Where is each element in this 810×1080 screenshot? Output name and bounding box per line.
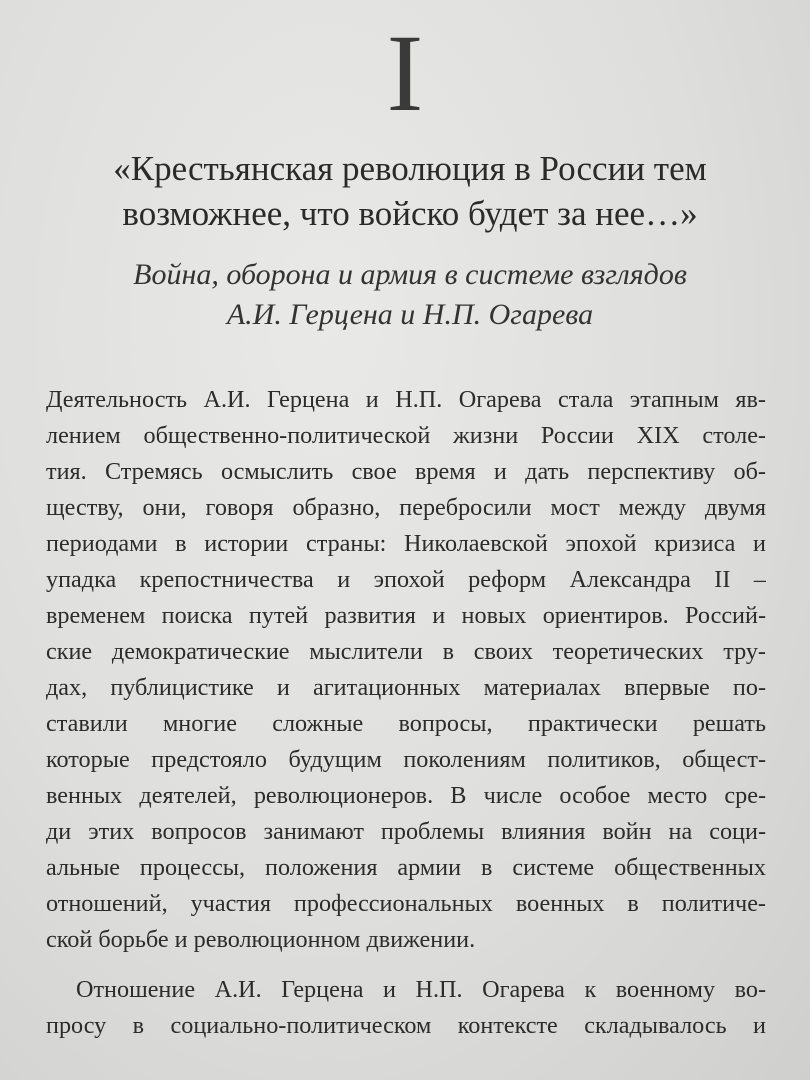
text-line: периодами в истории страны: Николаевской эпохой кризиса и	[46, 530, 766, 557]
text-line: отношений, участия профессиональных военных в политиче-	[46, 890, 766, 917]
paragraph-gap	[46, 958, 766, 972]
text-line: ди этих вопросов занимают проблемы влияния войн на соци-	[46, 818, 766, 845]
chapter-subtitle	[40, 255, 780, 335]
text-line: альные процессы, положения армии в системе общественных	[46, 854, 766, 881]
text-line: временем поиска путей развития и новых ориентиров. Россий-	[46, 602, 766, 629]
text-line: Деятельность А.И. Герцена и Н.П. Огарева стала этапным яв-	[46, 386, 766, 413]
chapter-number: I	[386, 12, 424, 134]
chapter-subtitle-line: А.И. Герцена и Н.П. Огарева	[226, 298, 594, 331]
chapter-title-line: «Крестьянская революция в России тем	[113, 149, 707, 188]
text-line: упадка крепостничества и эпохой реформ Александра II –	[46, 566, 766, 593]
body-text	[46, 382, 766, 1044]
chapter-title-line: возможнее, что войско будет за нее…»	[122, 194, 698, 233]
chapter-title	[40, 146, 780, 236]
text-line: Отношение А.И. Герцена и Н.П. Огарева к военному во-	[76, 976, 766, 1003]
text-line: дах, публицистике и агитационных материалах впервые по-	[46, 674, 766, 701]
text-line: ставили многие сложные вопросы, практически решать	[46, 710, 766, 737]
text-line: ской борьбе и революционном движении.	[46, 926, 476, 953]
text-line: которые предстояло будущим поколениям политиков, общест-	[46, 746, 766, 773]
text-line: ществу, они, говоря образно, перебросили мост между двумя	[46, 494, 766, 521]
text-line: тия. Стремясь осмыслить свое время и дать перспективу об-	[46, 458, 766, 485]
text-line: просу в социально-политическом контексте складывалось и	[46, 1012, 766, 1039]
paragraph	[46, 972, 766, 1044]
chapter-subtitle-line: Война, оборона и армия в системе взглядов	[133, 258, 687, 291]
text-line: ские демократические мыслители в своих теоретических тру-	[46, 638, 766, 665]
text-line: венных деятелей, революционеров. В числе особое место сре-	[46, 782, 766, 809]
text-line: лением общественно-политической жизни России XIX столе-	[46, 422, 766, 449]
paragraph	[46, 382, 766, 958]
